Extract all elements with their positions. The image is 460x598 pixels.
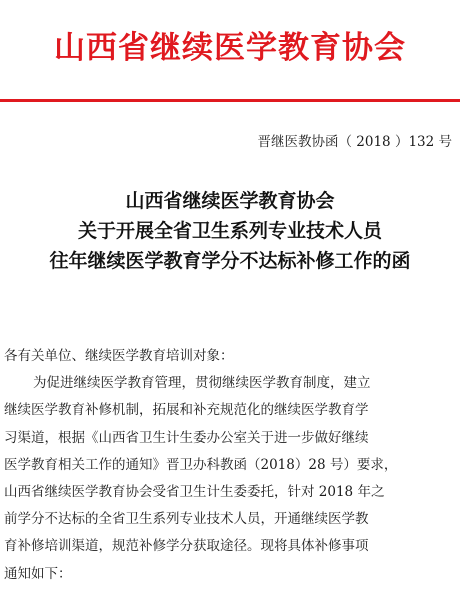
paragraph-line: 前学分不达标的全省卫生系列专业技术人员，开通继续医学教: [4, 511, 369, 528]
document-number: 晋继医教协函（ 2018 ）132 号: [257, 134, 452, 150]
title-line-2: 关于开展全省卫生系列专业技术人员: [77, 220, 382, 242]
red-divider-line: [0, 99, 460, 102]
title-line-3: 往年继续医学教育学分不达标补修工作的函: [49, 250, 411, 272]
organization-header: 山西省继续医学教育协会: [54, 30, 406, 66]
paragraph-line: 习渠道，根据《山西省卫生计生委办公室关于进一步做好继续: [4, 429, 369, 446]
document-title: [0, 186, 460, 276]
title-line-1: 山西省继续医学教育协会: [125, 190, 335, 212]
paragraph-line: 育补修培训渠道，规范补修学分获取途径。现将具体补修事项: [4, 538, 369, 555]
paragraph-line: 继续医学教育补修机制，拓展和补充规范化的继续医学教育学: [4, 402, 369, 419]
paragraph-line: 通知如下：: [4, 565, 72, 582]
paragraph-line: 山西省继续医学教育协会受省卫生计生委委托，针对 2018 年之: [4, 484, 385, 501]
document-body: [4, 343, 444, 588]
paragraph-line: 医学教育相关工作的通知》晋卫办科教函（2018）28 号）要求，: [4, 456, 398, 473]
salutation: 各有关单位、继续医学教育培训对象：: [4, 348, 234, 364]
paragraph-line: 为促进继续医学教育管理，贯彻继续医学教育制度，建立: [33, 375, 371, 392]
